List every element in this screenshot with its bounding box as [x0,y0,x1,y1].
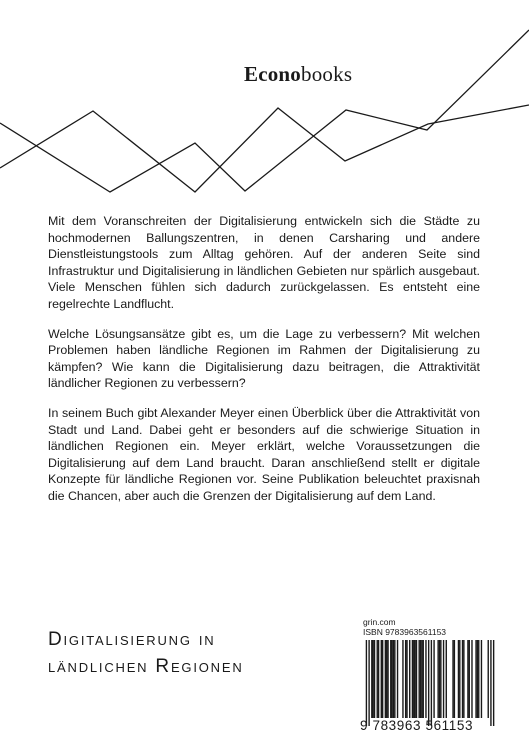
barcode-bar [463,640,464,718]
barcode-bar [490,640,491,726]
barcode-bar [414,640,415,718]
barcode-bar [385,640,386,718]
barcode-bar [493,640,494,726]
blurb-paragraph-2: Welche Lösungsansätze gibt es, um die Lage zu verbessern? Mit welchen Problemen haben ländliche Regionen im Rahmen der Digitalisierung zu kämpfen? Wie kann die Digitalisierung dazu beitragen, die Attraktivität ländlicher Regionen zu verbessern? [48,326,480,391]
blurb-paragraph-1: Mit dem Voranschreiten der Digitalisierung entwickeln sich die Städte zu hochmodernen Ballungszentren, in denen Carsharing und andere Dienstleistungstools zum Alltag gehören. Auf der anderen Seite sind Infrastruktur und Digitalisierung in ländlichen Gebieten nur spärlich ausgebaut. Viele Menschen fühlen sich dadurch zurückgelassen. Es entsteht eine regelrechte Landflucht. [48,214,480,311]
barcode-bar [393,640,394,718]
blurb-paragraph-3: In seinem Buch gibt Alexander Meyer einen Überblick über die Attraktivität von Stadt und Land. Dabei geht er besonders auf die schwierige Situation in ländlichen Regionen ein. Meyer erklärt, welche Voraussetzungen die Digitalisierung auf dem Land braucht. Daran anschließend stellt er digitale Konzepte für ländliche Regionen vor. Seine Publikation beleuchtet praxisnah die Chancen, aber auch die Grenzen der Digitalisierung auf dem Land. [48,405,480,503]
barcode-bar [446,640,447,718]
barcode-bar [462,640,463,718]
barcode-bar [377,640,378,718]
barcode-bar [368,640,369,726]
barcode-bar [471,640,472,718]
barcode-bar [366,640,367,726]
barcode-bar [372,640,373,718]
barcode-number: 9 783963 561153 [360,718,474,733]
barcode-bar [397,640,398,718]
barcode-bar [437,640,438,718]
barcode-bar [443,640,444,718]
barcode-bar [405,640,406,718]
barcode-bar [394,640,395,718]
barcode-bar [428,640,429,726]
barcode-bar [420,640,421,718]
barcode-bar [374,640,375,718]
barcode-bar [475,640,476,718]
barcode-bar [454,640,455,718]
barcode-bar [459,640,460,718]
barcode-bar [406,640,407,718]
barcode-bar [390,640,391,718]
barcode-bar [481,640,482,718]
publisher-logo [244,62,352,87]
barcode-bar [382,640,383,718]
barcode-bar [409,640,410,718]
barcode-bar [458,640,459,718]
barcode-bar [440,640,441,718]
barcode-bar [439,640,440,718]
barcode-bar [421,640,422,718]
isbn-label: ISBN 9783963561153 [363,627,447,637]
barcode-bar [478,640,479,718]
logo-bold-text: Econo [244,62,302,86]
barcode-bar [387,640,388,718]
barcode-bar [423,640,424,718]
blurb-text [48,213,480,518]
barcode-bar [416,640,417,718]
publisher-url: grin.com [363,617,396,627]
barcode-bar [378,640,379,718]
barcode-bar [452,640,453,718]
barcode-bar [418,640,419,718]
title-line-1: Digitalisierung in [48,629,216,650]
barcode-bar [433,640,434,718]
barcode-bar [386,640,387,718]
barcode-bar [467,640,468,718]
barcode-bar [413,640,414,718]
barcode-bar [412,640,413,718]
barcode-bar [391,640,392,718]
title-line-2: ländlichen Regionen [48,656,244,677]
barcode-bar [371,640,372,718]
barcode-bar [425,640,426,718]
book-title [48,626,244,680]
barcode-bar [431,640,432,726]
barcode-bar [381,640,382,718]
logo-light-text: books [301,62,353,86]
decorative-line-graphic [0,0,529,210]
barcode-bar [469,640,470,718]
barcode-bar [402,640,403,718]
barcode-bar [488,640,489,718]
barcode-bar [477,640,478,718]
